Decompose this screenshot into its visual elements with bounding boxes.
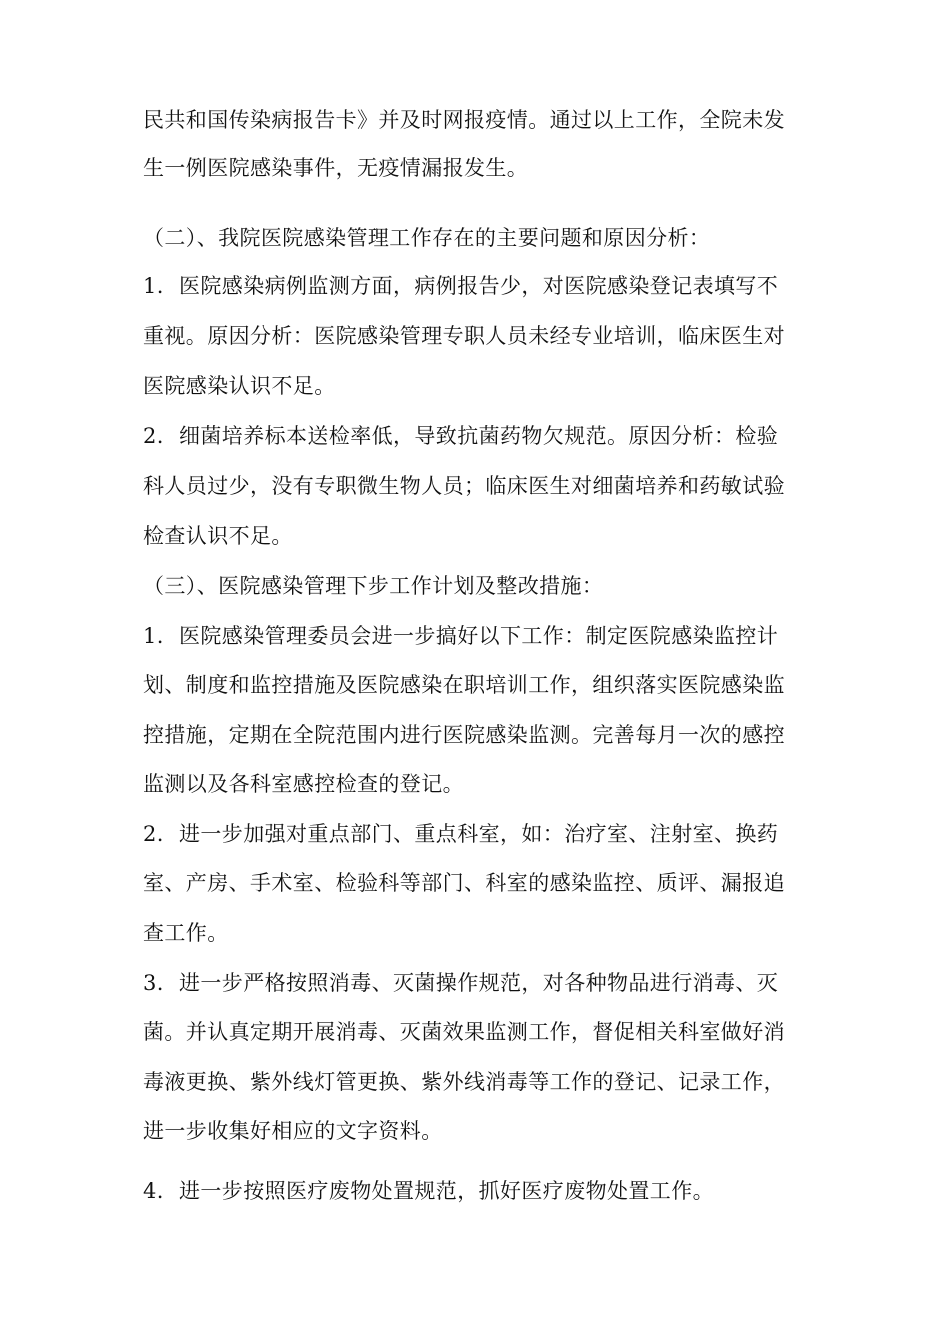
item-number: 1. (143, 624, 164, 648)
item-number: 2. (143, 822, 164, 846)
list-item (143, 818, 778, 850)
list-item (143, 1175, 714, 1207)
item-text: 科人员过少，没有专职微生物人员；临床医生对细菌培养和药敏试验 (143, 474, 785, 498)
item-text: 菌。并认真定期开展消毒、灭菌效果监测工作，督促相关科室做好消 (143, 1020, 785, 1044)
item-number: 2. (143, 424, 164, 448)
item-number: 1. (143, 274, 164, 298)
section-3-heading: （三）、医院感染管理下步工作计划及整改措施： (143, 574, 604, 598)
item-text: 监测以及各科室感控检查的登记。 (143, 772, 464, 796)
item-text: 划、制度和监控措施及医院感染在职培训工作，组织落实医院感染监 (143, 673, 785, 697)
list-item (143, 967, 778, 999)
item-text: 检查认识不足。 (143, 524, 293, 548)
intro-line: 生一例医院感染事件，无疫情漏报发生。 (143, 156, 529, 180)
item-text: 室、产房、手术室、检验科等部门、科室的感染监控、质评、漏报追 (143, 871, 785, 895)
item-text: 医院感染认识不足。 (143, 374, 336, 398)
item-text: 查工作。 (143, 921, 229, 945)
item-number: 3. (143, 971, 164, 995)
item-text: 医院感染病例监测方面，病例报告少，对医院感染登记表填写不 (179, 274, 779, 298)
item-number: 4. (143, 1179, 164, 1203)
item-text: 毒液更换、紫外线灯管更换、紫外线消毒等工作的登记、记录工作， (143, 1070, 785, 1094)
intro-line: 民共和国传染病报告卡》并及时网报疫情。通过以上工作，全院未发 (143, 108, 785, 132)
section-2-heading: （二）、我院医院感染管理工作存在的主要问题和原因分析： (143, 226, 711, 250)
item-text: 控措施，定期在全院范围内进行医院感染监测。完善每月一次的感控 (143, 723, 785, 747)
item-text: 重视。原因分析：医院感染管理专职人员未经专业培训，临床医生对 (143, 324, 785, 348)
list-item (143, 270, 778, 302)
item-text: 细菌培养标本送检率低，导致抗菌药物欠规范。原因分析：检验 (179, 424, 779, 448)
item-text: 进一步加强对重点部门、重点科室，如：治疗室、注射室、换药 (179, 822, 779, 846)
item-text: 进一步严格按照消毒、灭菌操作规范，对各种物品进行消毒、灭 (179, 971, 779, 995)
item-text: 进一步按照医疗废物处置规范，抓好医疗废物处置工作。 (179, 1179, 714, 1203)
list-item (143, 620, 778, 652)
list-item (143, 420, 778, 452)
item-text: 医院感染管理委员会进一步搞好以下工作：制定医院感染监控计 (179, 624, 779, 648)
item-text: 进一步收集好相应的文字资料。 (143, 1119, 443, 1143)
